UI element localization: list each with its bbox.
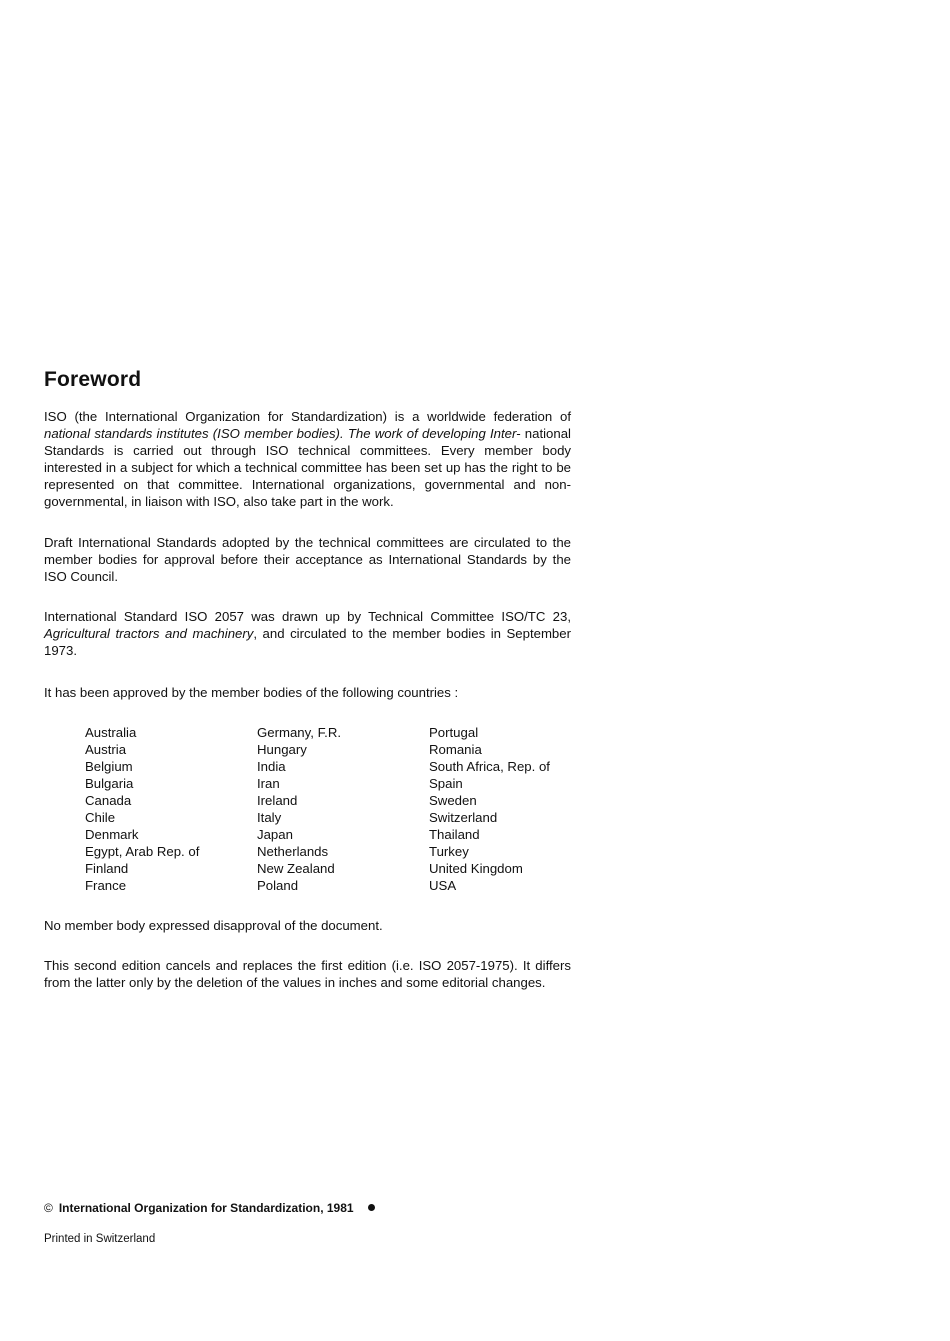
- copyright-icon: ©: [44, 1201, 53, 1215]
- country-item: Hungary: [257, 742, 307, 757]
- country-item: India: [257, 759, 286, 774]
- paragraph-text: , and circulated to the member bodies in September 1973.: [44, 626, 571, 658]
- page-title: Foreword: [44, 368, 142, 391]
- country-item: Australia: [85, 725, 137, 740]
- paragraph-text: International Standard ISO 2057 was drawn up by Technical Committee ISO/TC 23,: [44, 609, 571, 624]
- paragraph-approval: It has been approved by the member bodies of the following countries :: [44, 685, 459, 700]
- country-item: Ireland: [257, 793, 298, 808]
- country-item: South Africa, Rep. of: [429, 759, 550, 774]
- country-item: Bulgaria: [85, 776, 134, 791]
- country-item: Egypt, Arab Rep. of: [85, 844, 200, 859]
- country-item: Canada: [85, 793, 132, 808]
- copyright-text: International Organization for Standardization, 1981: [58, 1201, 354, 1215]
- country-item: Portugal: [429, 725, 479, 740]
- country-item: France: [85, 878, 127, 893]
- country-item: Japan: [257, 827, 293, 842]
- country-item: Romania: [429, 742, 482, 757]
- country-item: Finland: [85, 861, 129, 876]
- copyright-notice: [44, 1201, 375, 1215]
- country-item: Germany, F.R.: [257, 725, 342, 740]
- country-item: Sweden: [429, 793, 477, 808]
- country-item: Belgium: [85, 759, 133, 774]
- paragraph-standard-origin: [44, 608, 571, 659]
- country-item: Austria: [85, 742, 127, 757]
- bullet-icon: [368, 1204, 375, 1211]
- country-item: Denmark: [85, 827, 139, 842]
- committee-title: Agricultural tractors and machinery: [44, 626, 254, 641]
- paragraph-text: national Standards is carried out through ISO technical committees. Every member body interested in a subject for which a technical committee has been set up has the right to be represented on that committee. International organizations, governmental and non-governmental, in liaison with ISO, also take part in the work.: [44, 426, 571, 509]
- printed-in-notice: Printed in Switzerland: [44, 1233, 156, 1245]
- country-list: [85, 724, 601, 894]
- country-item: USA: [429, 878, 457, 893]
- country-item: Netherlands: [257, 844, 329, 859]
- paragraph-iso-intro: [44, 408, 571, 510]
- country-item: New Zealand: [257, 861, 335, 876]
- country-item: Poland: [257, 878, 299, 893]
- paragraph-draft-standards: Draft International Standards adopted by the technical committees are circulated to the member bodies for approval before their acceptance as International Standards by the ISO Council.: [44, 535, 571, 584]
- country-item: Thailand: [429, 827, 480, 842]
- country-item: Iran: [257, 776, 280, 791]
- country-column-2: [257, 724, 429, 894]
- paragraph-no-disapproval: No member body expressed disapproval of the document.: [44, 918, 383, 933]
- country-item: Spain: [429, 776, 463, 791]
- paragraph-second-edition: This second edition cancels and replaces the first edition (i.e. ISO 2057-1975). It differs from the latter only by the deletion of the values in inches and some editorial changes.: [44, 958, 571, 990]
- country-column-1: [85, 724, 257, 894]
- country-column-3: [429, 724, 601, 894]
- country-item: Turkey: [429, 844, 469, 859]
- paragraph-text-italic: national standards institutes (ISO member bodies). The work of developing Inter-: [44, 426, 521, 441]
- country-item: Chile: [85, 810, 116, 825]
- country-item: United Kingdom: [429, 861, 523, 876]
- country-item: Italy: [257, 810, 282, 825]
- paragraph-text: ISO (the International Organization for Standardization) is a worldwide federation of: [44, 409, 571, 424]
- country-item: Switzerland: [429, 810, 498, 825]
